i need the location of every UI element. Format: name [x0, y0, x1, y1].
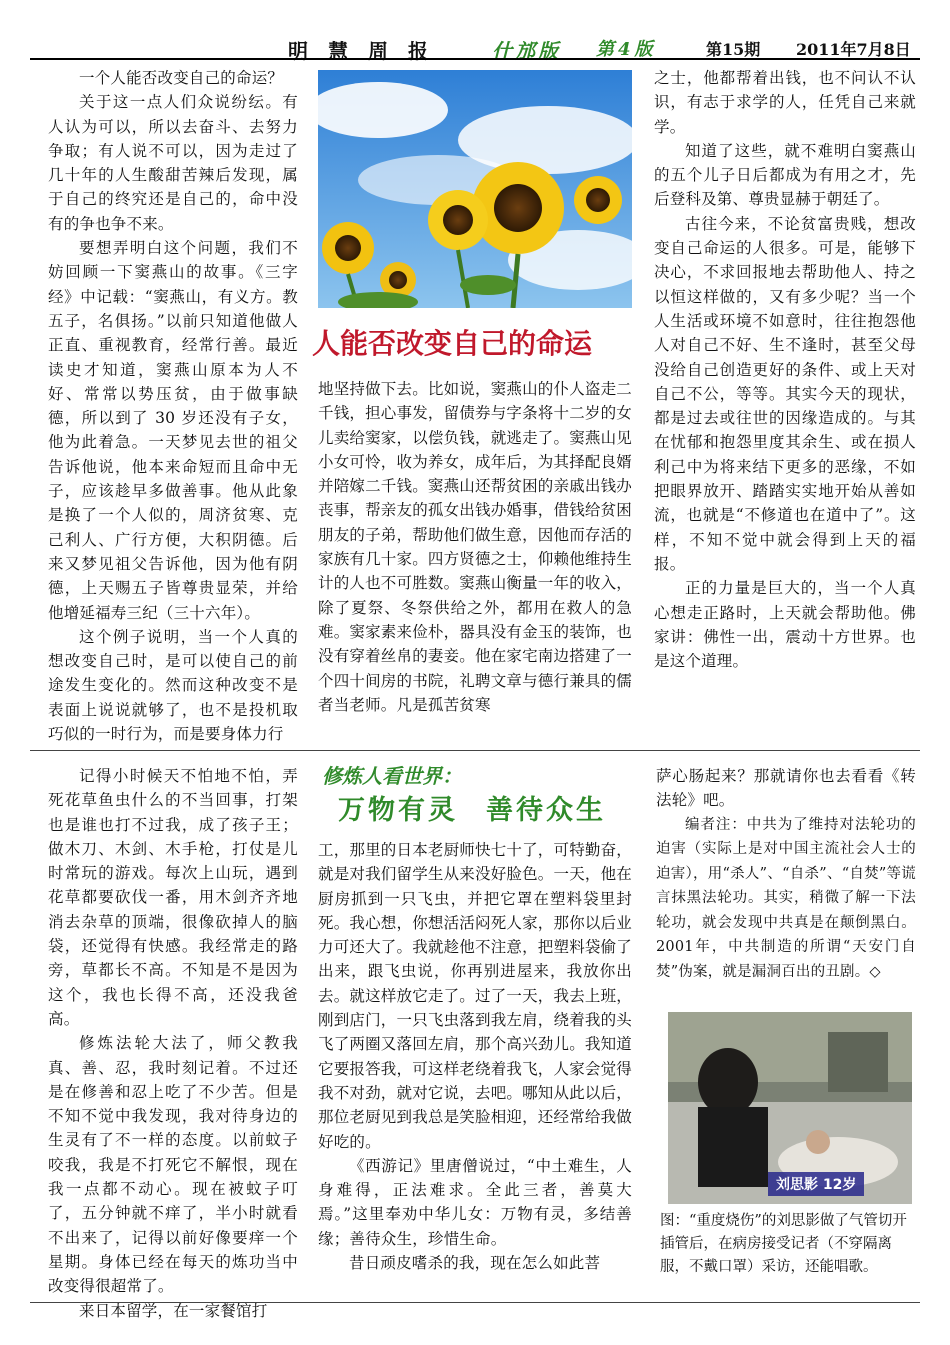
- photo-caption-text: 图：“重度烧伤”的刘思影做了气管切开插管后，在病房接受记者（不穿隔离服，不戴口罩）采访，还能唱歌。: [660, 1213, 907, 1275]
- paragraph: 工，那里的日本老厨师快七十了，可特勤奋，就是对我们留学生从来没好脸色。一天，他在厨房抓到一只飞虫，并把它罩在塑料袋里封死。我心想，你想活活闷死人家，那你以后业力可还大了。我就趁他不注意，把塑料袋偷了出来，跟飞虫说，你再别进屋来，我放你出去。就这样放它走了。过了一天，我去上班，刚到店门，一只飞虫落到我左肩，绕着我的头飞了两圈又落回左肩，那个高兴劲儿。我知道它要报答我，可这样老绕着我飞，人家会觉得我不对劲，就对它说，去吧。哪知从此以后，那位老厨见到我总是笑脸相迎，还经常给我做好吃的。: [318, 841, 633, 1151]
- news-photo: [668, 1012, 912, 1204]
- issue-number: 第15期: [706, 40, 761, 59]
- article2-column-2: [318, 838, 632, 1275]
- paragraph: 之士，他都帮着出钱，也不问认不认识，有志于求学的人，任凭自己来就学。: [654, 69, 916, 136]
- paragraph: 记得小时候天不怕地不怕，弄死花草鱼虫什么的不当回事，打架也是谁也打不过我，成了孩子王；做木刀、木剑、木手枪，打仗是儿时常玩的游戏。每次上山玩，遇到花草都要砍伐一番，用木剑齐齐地消去杂草的顶端，很像砍掉人的脑袋，还觉得有快感。我经常走的路旁，草都长不高。不知是不是因为这个，我也长得不高，还没我爸高。: [48, 767, 298, 1028]
- article1-column-1: [48, 66, 298, 746]
- article1-column-2: [318, 377, 632, 717]
- sunflower-photo: [318, 70, 632, 308]
- paragraph: 知道了这些，就不难明白窦燕山的五个儿子日后都成为有用之才，先后登科及第、尊贵显赫于朝廷了。: [654, 141, 916, 209]
- article1-column-3: [654, 66, 916, 673]
- paper-name: 明慧周报: [288, 39, 448, 63]
- photo-caption: [660, 1210, 918, 1279]
- issue-date: 2011年7月8日: [796, 40, 911, 59]
- paragraph: 地坚持做下去。比如说，窦燕山的仆人盗走二千钱，担心事发，留债券与字条将十二岁的女儿卖给窦家，以偿负钱，就逃走了。窦燕山见小女可怜，收为养女，成年后，为其择配良婿并陪嫁二千钱。窦燕山还帮贫困的亲戚出钱办丧事，帮亲友的孤女出钱办婚事，借钱给贫困朋友的子弟，帮助他们做生意，因他而存活的家族有几十家。四方贤德之士，仰赖他维持生计的人也不可胜数。窦燕山衡量一年的收入，除了夏祭、冬祭供给之外，都用在救人的急难。窦家素来俭朴，器具没有金玉的装饰，也没有穿着丝帛的妻妾。他在家宅南边搭建了一个四十间房的书院，礼聘文章与德行兼具的儒者当老师。凡是孤苦贫寒: [318, 380, 633, 714]
- sunflower-1: [472, 162, 564, 254]
- paragraph: 关于这一点人们众说纷纭。有人认为可以，所以去奋斗、去努力争取；有人说不可以，因为走过了几十年的人生酸甜苦辣后发现，属于自己的终究还是自己的，命中没有的争也争不来。: [48, 93, 298, 233]
- article2-kicker: 修炼人看世界：: [322, 764, 462, 788]
- article1-title: 人能否改变自己的命运: [312, 327, 593, 360]
- paragraph: 这个例子说明，当一个人真的想改变自己时，是可以使自己的前途发生变化的。然而这种改变不是表面上说说就够了，也不是投机取巧似的一时行为，而是要身体力行: [48, 627, 298, 744]
- paragraph: 正的力量是巨大的，当一个人真心想走正路时，上天就会帮助他。佛家讲：佛性一出，震动十方世界。也是这个道理。: [654, 579, 916, 671]
- paragraph: 一个人能否改变自己的命运？: [79, 69, 284, 87]
- paragraph: 古往今来，不论贫富贵贱，想改变自己命运的人很多。可是，能够下决心，不求回报地去帮助他人、持之以恒这样做的，又有多少呢？当一个人生活或环境不如意时，往往抱怨他人对自己不好、生不逢时，甚至父母没给自己创造更好的条件、或上天对自己不公，等等。其实今天的现状，都是过去或往世的因缘造成的。与其在忧郁和抱怨里度其余生、或在损人利己中为将来结下更多的恶缘，不如把眼界放开、踏踏实实地开始从善如流，也就是“不修道也在道中了”。这样，不知不觉中就会得到上天的福报。: [654, 214, 916, 573]
- section-divider: [30, 750, 920, 751]
- paragraph: 昔日顽皮嗜杀的我，现在怎么如此菩: [349, 1254, 601, 1273]
- edition-label: 什邡版: [492, 39, 561, 63]
- article2-column-3: [656, 764, 916, 984]
- article2-column-1: [48, 764, 298, 1323]
- paragraph: 《西游记》里唐僧说过，“中土难生，人身难得，正法难求。全此三者，善莫大焉。”这里奉劝中华儿女：万物有灵，多结善缘；善待众生，珍惜生命。: [318, 1156, 632, 1248]
- paragraph: 来日本留学，在一家餐馆打: [79, 1301, 268, 1320]
- editor-note: 编者注：中共为了维持对法轮功的迫害（实际上是对中国主流社会人士的迫害），用“杀人”、“自杀”、“自焚”等谎言抹黑法轮功。其实，稍微了解一下法轮功，就会发现中共真是在颠倒黑白。2001年，中共制造的所谓“天安门自焚”伪案，就是漏洞百出的丑剧。◇: [656, 816, 916, 980]
- photo-name-label: 刘思影 12岁: [768, 1172, 864, 1196]
- paragraph: 要想弄明白这个问题，我们不妨回顾一下窦燕山的故事。《三字经》中记载：“窦燕山，有义方。教五子，名俱扬。”以前只知道他做人正直、重视教育，经常行善。最近读史才知道，窦燕山原本为人不好、常常以势压贫，由于做事缺德，所以到了 30 岁还没有子女，他为此着急。一天梦见去世的祖父告诉他说，他本来命短而且命中无子，应该趁早多做善事。他从此象是换了一个人似的，周济贫寒、克己利人、广行方便，大积阴德。后来又梦见祖父告诉他，因为他有阴德，上天赐五子皆尊贵显荣，并给他增延福寿三纪（三十六年）。: [48, 239, 298, 622]
- header-rule: [30, 58, 920, 60]
- article2-title: [338, 788, 606, 827]
- paragraph: 修炼法轮大法了，师父教我真、善、忍，我时刻记着。不过还是在修善和忍上吃了不少苦。但是不知不觉中我发现，我对待身边的生灵有了不一样的态度。以前蚊子咬我，我是不打死它不解恨，现在我一点都不动心。现在被蚊子叮了，五分钟就不痒了，半小时就看不出来了，记得以前好像要痒一个星期。身体已经在每天的炼功当中改变得很超常了。: [48, 1034, 298, 1296]
- article2-title-part1: 万物有灵: [338, 795, 458, 826]
- page-number: 第4版: [596, 39, 657, 60]
- article2-title-part2: 善待众生: [486, 795, 606, 826]
- footer-rule: [30, 1302, 920, 1303]
- paragraph: 萨心肠起来？那就请你也去看看《转法轮》吧。: [656, 767, 916, 810]
